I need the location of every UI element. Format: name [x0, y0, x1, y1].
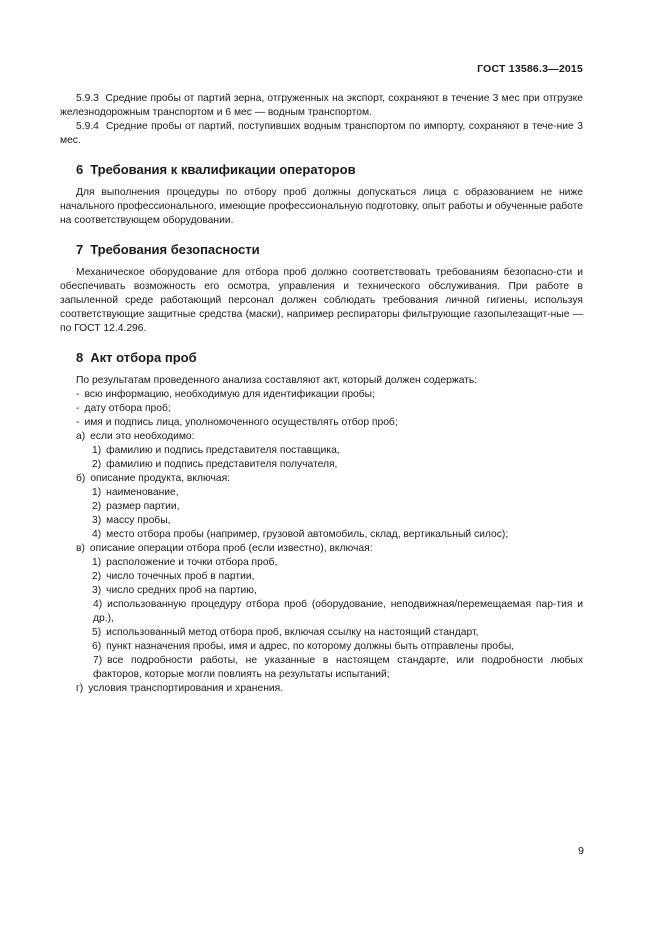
sub-list-item: 3) массу пробы, [92, 515, 171, 526]
list-item-text: имя и подпись лица, уполномоченного осуществлять отбор проб; [84, 417, 398, 428]
section-title: Акт отбора проб [90, 350, 197, 365]
list-item-text: место отбора пробы (например, грузовой автомобиль, склад, вертикальный силос); [106, 529, 509, 540]
section-heading-6 [60, 162, 583, 178]
list-item-text: описание операции отбора проб (если известно), включая: [89, 543, 373, 554]
sub-list-item: 1) расположение и точки отбора проб, [92, 557, 278, 568]
section-6-text: Для выполнения процедуры по отбору проб должны допускаться лица с образованием не ниже начального профессионального, имеющие профессиональную подготовку, опыт работы и обученные работе на соответствующем оборудовании. [60, 187, 583, 226]
sub-list-item: 1) фамилию и подпись представителя поставщика, [92, 445, 340, 456]
sub-list-item: 7) все подробности работы, не указанные в настоящем стандарте, или подробности любых факторов, которые могли повлиять на результаты испытаний; [93, 655, 583, 680]
section-number: 8 [76, 350, 84, 365]
list-item-text: расположение и точки отбора проб, [106, 557, 278, 568]
standard-designation: ГОСТ 13586.3—2015 [477, 63, 583, 75]
list-item-text: описание продукта, включая: [90, 473, 231, 484]
list-item-text: число средних проб на партию, [106, 585, 257, 596]
list-item-g: г) условия транспортирования и хранения. [76, 683, 284, 694]
sub-list-item: 4) место отбора пробы (например, грузовой автомобиль, склад, вертикальный силос); [92, 529, 509, 540]
clause-5-9-4 [60, 120, 583, 148]
list-item-text: дату отбора проб; [84, 403, 171, 414]
clause-5-9-3 [60, 92, 583, 120]
list-item-v: в) описание операции отбора проб (если известно), включая: [76, 543, 373, 554]
list-item-text: всю информацию, необходимую для идентификации пробы; [84, 389, 375, 400]
section-heading-7 [60, 242, 583, 258]
sub-list-item: 2) число точечных проб в партии, [92, 571, 255, 582]
section-number: 7 [76, 242, 84, 257]
list-item: - всю информацию, необходимую для идентификации пробы; [76, 389, 375, 400]
section-heading-8 [60, 350, 583, 366]
page-number: 9 [578, 845, 584, 857]
section-title: Требования к квалификации операторов [90, 162, 356, 177]
list-item-text: размер партии, [106, 501, 180, 512]
sub-list-item: 5) использованный метод отбора проб, включая ссылку на настоящий стандарт, [92, 627, 479, 638]
list-item-text: число точечных проб в партии, [106, 571, 255, 582]
sub-list-item: 2) размер партии, [92, 501, 180, 512]
list-item-b: б) описание продукта, включая: [76, 473, 231, 484]
list-item-text: наименование, [106, 487, 179, 498]
list-item-text: массу пробы, [106, 515, 171, 526]
clause-text: Средние пробы от партий, поступивших водным транспортом по импорту, сохраняют в тече-ние 3 мес. [60, 121, 583, 146]
list-item-text: фамилию и подпись представителя поставщика, [106, 445, 340, 456]
clause-text: Средние пробы от партий зерна, отгруженных на экспорт, сохраняют в течение 3 мес при отгрузке железнодорожным транспортом и 6 мес — водным транспортом. [60, 93, 583, 118]
section-8-intro: По результатам проведенного анализа составляют акт, который должен содержать: [76, 375, 478, 386]
sub-list-item: 1) наименование, [92, 487, 179, 498]
page-content [60, 92, 583, 696]
section-7-text: Механическое оборудование для отбора проб должно соответствовать требованиям безопасно-сти и обеспечивать возможность его осмотра, управления и технического обслуживания. При работе в запыленной среде работающий персонал должен соблюдать требования личной гигиены, используя соответствующие защитные средства (маски), например респираторы фильтрующие газопылезащит-ные — по ГОСТ 12.4.296. [60, 267, 583, 334]
list-item-text: все подробности работы, не указанные в настоящем стандарте, или подробности любых факторов, которые могли повлиять на результаты испытаний; [93, 655, 583, 680]
clause-number: 5.9.4 [76, 121, 99, 132]
sub-list-item: 3) число средних проб на партию, [92, 585, 257, 596]
section-title: Требования безопасности [90, 242, 260, 257]
sub-list-item: 2) фамилию и подпись представителя получателя, [92, 459, 338, 470]
list-item-text: фамилию и подпись представителя получателя, [106, 459, 338, 470]
list-item-text: если это необходимо: [90, 431, 195, 442]
list-item-text: использованную процедуру отбора проб (оборудование, неподвижная/перемещаемая пар-тия и др.), [93, 599, 583, 624]
list-item: - дату отбора проб; [76, 403, 171, 414]
clause-number: 5.9.3 [76, 93, 99, 104]
list-item-a: а) если это необходимо: [76, 431, 195, 442]
list-item-text: пункт назначения пробы, имя и адрес, по которому должны быть отправлены пробы, [106, 641, 515, 652]
list-item-text: использованный метод отбора проб, включая ссылку на настоящий стандарт, [106, 627, 479, 638]
list-item: - имя и подпись лица, уполномоченного осуществлять отбор проб; [76, 417, 398, 428]
section-number: 6 [76, 162, 84, 177]
sub-list-item: 6) пункт назначения пробы, имя и адрес, по которому должны быть отправлены пробы, [92, 641, 515, 652]
list-item-text: условия транспортирования и хранения. [88, 683, 284, 694]
sub-list-item: 4) использованную процедуру отбора проб (оборудование, неподвижная/перемещаемая пар-тия и др.), [93, 599, 583, 624]
